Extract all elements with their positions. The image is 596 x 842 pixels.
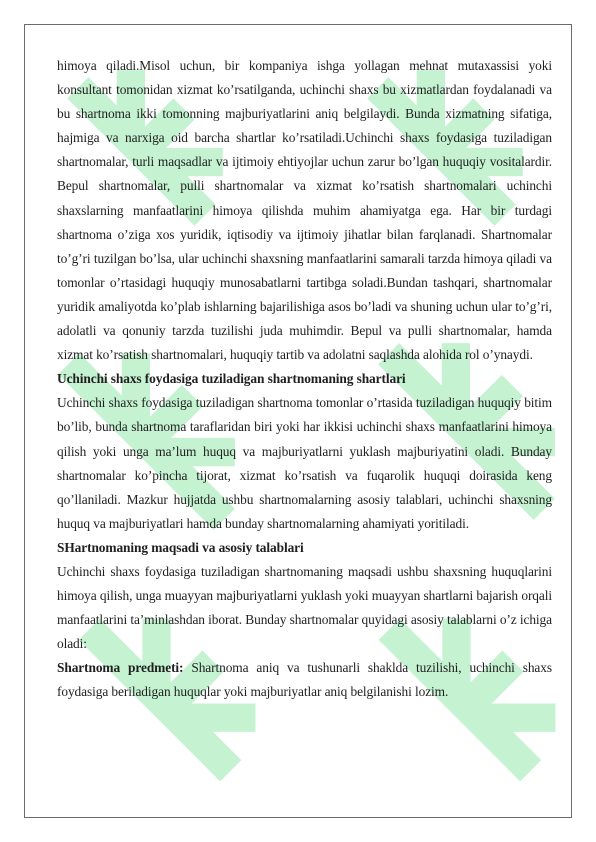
section-heading-purpose: SHartnomaning maqsadi va asosiy talablari [57,539,304,555]
subject-lead: Shartnoma predmeti: [57,660,184,676]
intro-paragraph: himoya qiladi.Misol uchun, bir kompaniya ishga yollagan mehnat mutaxassisi yoki konsultant tomonidan xizmat ko’rsatilganda, uchinchi shaxs bu xizmatlardan foydalanadi va bu shartnoma ikki tomonning majburiyatlarini aniq belgilaydi. Bunda xizmatning sifatiga, hajmiga va narxiga oid barcha shartlar ko’rsatiladi.Uchinchi shaxs foydasiga tuziladigan shartnomalar, turli maqsadlar va ijtimoiy ehtiyojlar uchun zarur bo’lgan huquqiy vositalardir. Bepul shartnomalar, pulli shartnomalar va xizmat ko’rsatish shartnomalari uchinchi shaxslarning manfaatlarini himoya qilishda muhim ahamiyatga ega. Har bir turdagi shartnoma o’ziga xos yuridik, iqtisodiy va ijtimoiy jihatlar bilan farqlanadi. Shartnomalar to’g’ri tuzilgan bo’lsa, ular uchinchi shaxsning manfaatlarini samarali tarzda himoya qiladi va tomonlar o’rtasidagi huquqiy munosabatlarni tartibga soladi.Bundan tashqari, shartnomalar yuridik amaliyotda ko’plab ishlarning bajarilishiga asos bo’ladi va shuning uchun ular to’g’ri, adolatli va qonuniy tarzda tuzilishi juda muhimdir. Bepul va pulli shartnomalar, hamda xizmat ko’rsatish shartnomalari, huquqiy tartib va adolatni saqlashda alohida rol o’ynaydi. [57,58,552,363]
purpose-paragraph: Uchinchi shaxs foydasiga tuziladigan shartnomaning maqsadi ushbu shaxsning huquqlarini himoya qilish, unga muayyan majburiyatlarni yuklash yoki muayyan shartlarni bajarish orqali manfaatlarini ta’minlashdan iborat. Bunday shartnomalar quyidagi asosiy talablarni o’z ichiga oladi: [57,563,552,652]
conditions-paragraph: Uchinchi shaxs foydasiga tuziladigan shartnoma tomonlar o’rtasida tuziladigan huquqiy bitim bo’lib, bunda shartnoma taraflaridan biri yoki har ikkisi uchinchi shaxs manfaatlarini himoya qilish yoki unga ma’lum huquq va majburiyatlarni yuklash majburiyatini oladi. Bunday shartnomalar ko’pincha tijorat, xizmat ko’rsatish va fuqarolik huquqi doirasida keng qo’llaniladi. Mazkur hujjatda ushbu shartnomalarning asosiy talablari, uchinchi shaxsning huquq va majburiyatlari hamda bunday shartnomalarning ahamiyati yoritiladi. [57,395,552,531]
section-heading-conditions: Uchinchi shaxs foydasiga tuziladigan shartnomaning shartlari [57,371,406,387]
subject-paragraph [57,656,552,704]
subject-text: Shartnoma aniq va tushunarli shaklda tuzilishi, uchinchi shaxs foydasiga beriladigan huquqlar yoki majburiyatlar aniq belgilanishi lozim. [57,660,552,700]
document-body [57,54,552,705]
